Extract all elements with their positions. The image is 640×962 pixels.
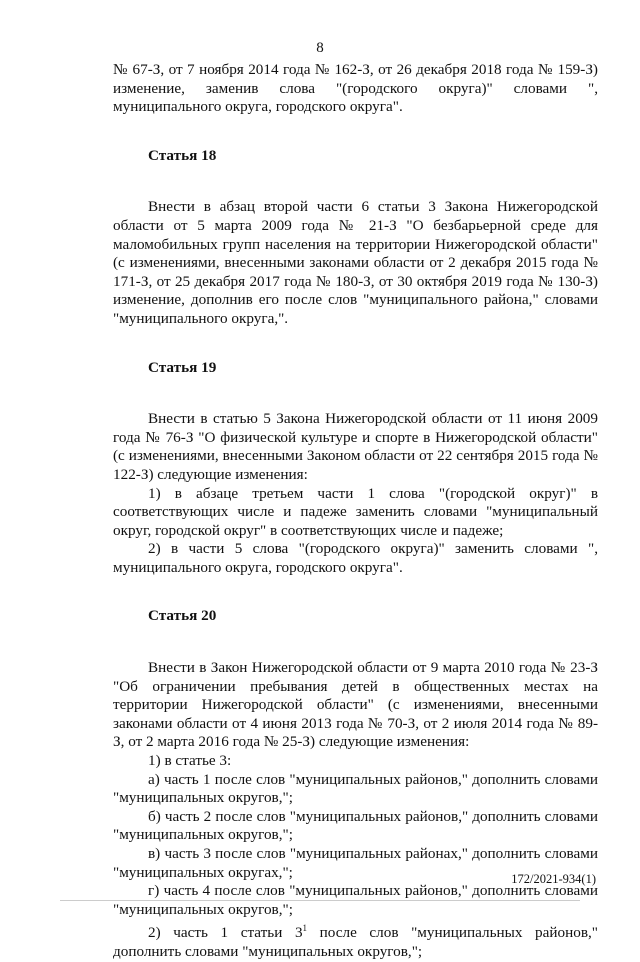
article-20-item-2-start: 2) часть 1 статьи 3	[148, 924, 303, 942]
article-20-intro: Внести в Закон Нижегородской области от 9 марта 2010 года № 23-З "Об ограничении пребывания детей в общественных местах на территории Нижегородской области" (с изменениями, внесенными законами области от 4 июня 2013 года № 70-З, от 2 июля 2014 года № 89-З, от 2 марта 2016 года № 25-З) следующие изменения:	[113, 659, 598, 751]
document-id-footer: 172/2021-934(1)	[511, 872, 596, 886]
article-20-item-2-end: после слов "муниципальных районов," дополнить словами "муниципальных округов,";	[113, 924, 598, 960]
article-20-subitem-c: в) часть 3 после слов "муниципальных районах," дополнить словами "муниципальных округах,";	[113, 845, 598, 881]
page-number: 8	[316, 40, 324, 56]
article-20-subitem-b: б) часть 2 после слов "муниципальных районов," дополнить словами "муниципальных округов,";	[113, 807, 598, 844]
article-20-item-1: 1) в статье 3:	[148, 752, 232, 770]
article-20-heading: Статья 20	[148, 607, 217, 625]
article-19-item-1: 1) в абзаце третьем части 1 слова "(городской округ)" в соответствующих числе и падеже заменить словами "муниципальный округ, городской округ" в соответствующих числе и падеже;	[113, 484, 598, 539]
article-18-heading: Статья 18	[148, 146, 217, 164]
scan-edge-line	[60, 900, 580, 901]
article-20-subitem-d: г) часть 4 после слов "муниципальных районов," дополнить словами "муниципальных округов,";	[113, 882, 598, 918]
continued-paragraph: № 67-З, от 7 ноября 2014 года № 162-З, от 26 декабря 2018 года № 159-З) изменение, заменив слова "(городского округа)" словами ", муниципального округа, городского округа".	[113, 61, 598, 116]
article-18-text: Внести в абзац второй части 6 статьи 3 Закона Нижегородской области от 5 марта 2009 года № 21-З "О безбарьерной среде для маломобильных групп населения на территории Нижегородской области" (с изменениями, внесенными законами области от 2 декабря 2015 года № 171-З, от 25 декабря 2017 года № 180-З, от 30 октября 2019 года № 130-З) изменение, дополнив его после слов "муниципального района," словами "муниципального округа,".	[113, 198, 598, 327]
document-body	[113, 61, 598, 962]
article-20-subitem-a: а) часть 1 после слов "муниципальных районов," дополнить словами "муниципальных округов,";	[113, 770, 598, 807]
article-20-item-2	[113, 919, 598, 961]
article-20-item-2-superscript: 1	[302, 923, 308, 934]
article-19-intro: Внести в статью 5 Закона Нижегородской области от 11 июня 2009 года № 76-З "О физической культуре и спорте в Нижегородской области" (с изменениями, внесенными Законом области от 22 сентября 2015 года № 122-З) следующие изменения:	[113, 410, 598, 483]
article-19-item-2: 2) в части 5 слова "(городского округа)" заменить словами ", муниципального округа, городского округа".	[113, 540, 598, 576]
article-19-heading: Статья 19	[148, 358, 217, 376]
